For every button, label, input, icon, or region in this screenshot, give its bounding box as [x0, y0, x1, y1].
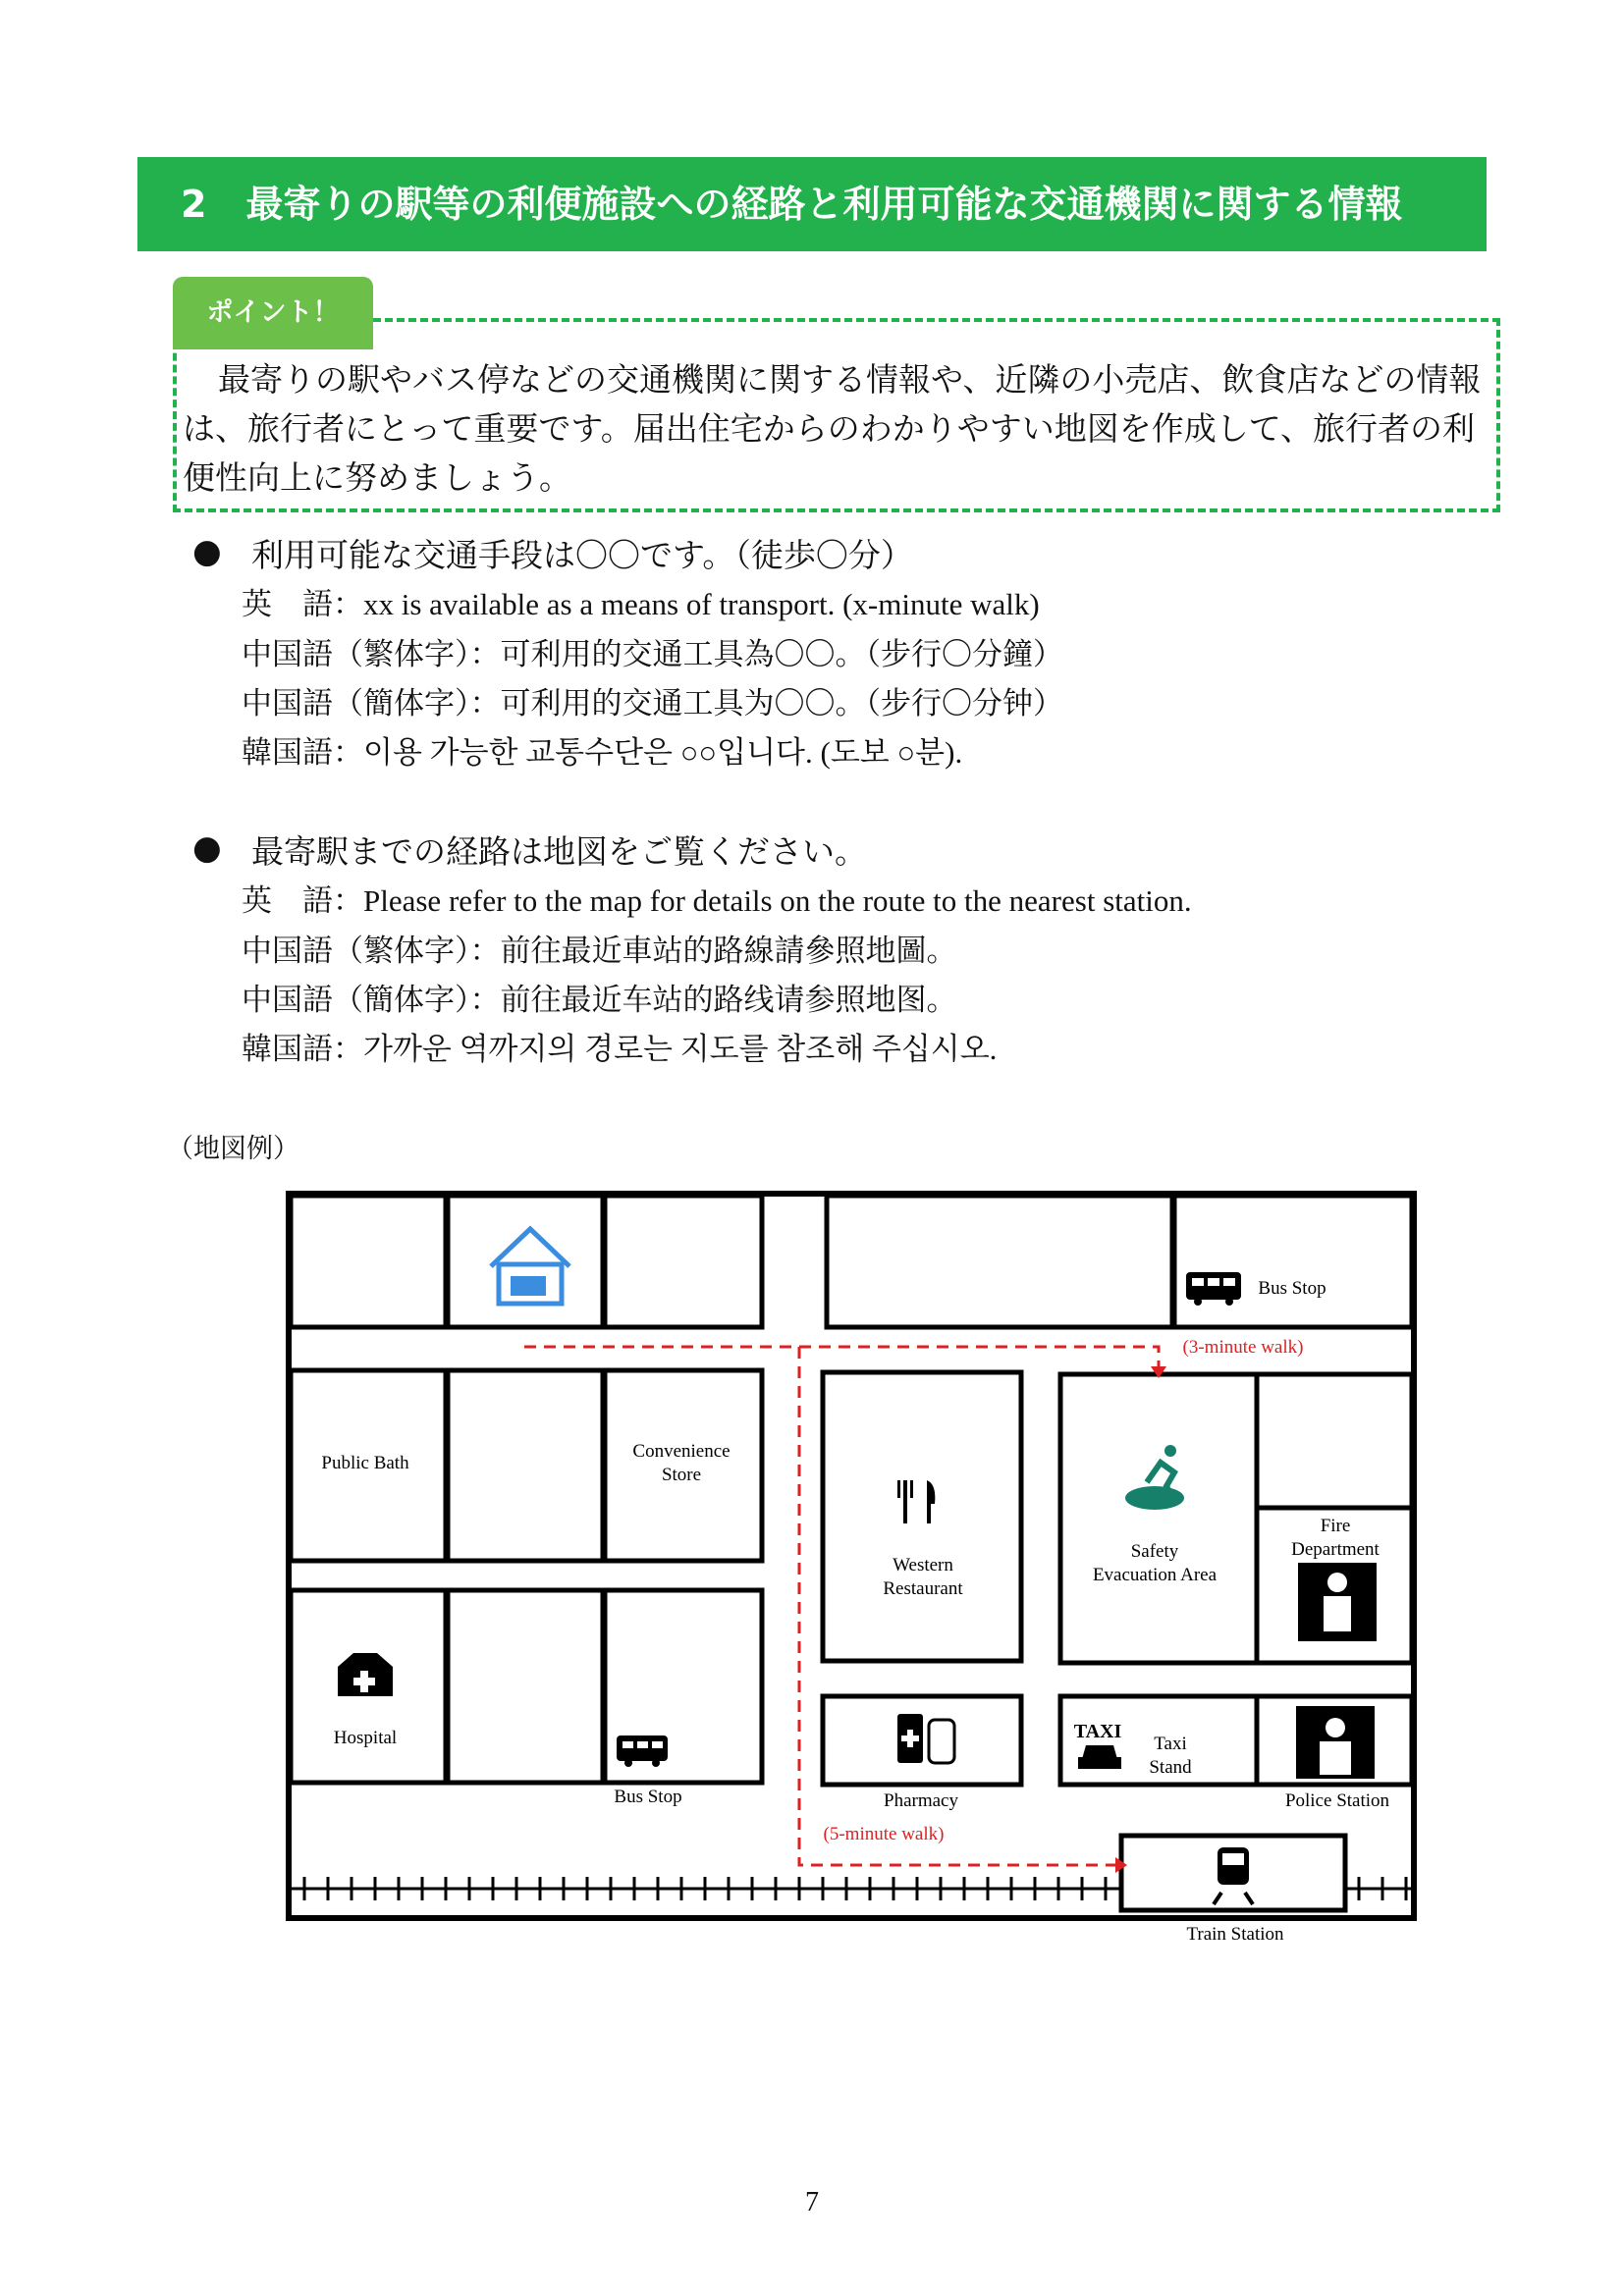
translation-text: 前往最近車站的路線請參照地圖。: [500, 934, 957, 968]
translation-label: 韓国語：: [242, 1032, 363, 1067]
label-safety-evacuation: Safety: [1130, 1541, 1179, 1562]
label-bus-stop: Bus Stop: [614, 1787, 682, 1807]
label-fire-department: Fire: [1320, 1516, 1351, 1536]
map-block: [291, 1196, 446, 1327]
section-title: 最寄りの駅等の利便施設への経路と利用可能な交通機関に関する情報: [245, 183, 1403, 226]
label-public-bath: Public Bath: [321, 1453, 409, 1473]
translation-label: 英 語：: [242, 883, 363, 919]
bullet: ●: [192, 532, 222, 571]
label-convenience-store: Convenience: [632, 1441, 731, 1462]
point-tab: ポイント！: [173, 277, 373, 349]
translation-text: 前往最近车站的路线请参照地图。: [500, 983, 957, 1017]
bus-icon: [1186, 1272, 1241, 1306]
item-heading: 最寄駅までの経路は地図をご覧ください。: [251, 832, 867, 871]
page-number: 7: [805, 2187, 819, 2217]
label-hospital: Hospital: [333, 1728, 398, 1748]
map-block: [605, 1196, 762, 1327]
label-train-station: Train Station: [1186, 1924, 1284, 1945]
lodging-icon: [491, 1229, 569, 1304]
translation-text: 이용 가능한 교통수단은 ○○입니다. (도보 ○분).: [363, 735, 963, 770]
map-caption: （地図例）: [167, 1134, 299, 1164]
taxi-icon: [1078, 1745, 1121, 1769]
translation-label: 中国語（簡体字）：: [242, 983, 501, 1018]
evacuation-icon: [1123, 1441, 1192, 1510]
map-block-safety-evacuation-area: [1060, 1374, 1257, 1663]
translation-text: Please refer to the map for details on the route to the nearest station.: [363, 883, 1192, 918]
label-walk-3: (3-minute walk): [1182, 1337, 1304, 1358]
translation-text: 가까운 역까지의 경로는 지도를 참조해 주십시오.: [363, 1032, 998, 1066]
label-walk-5: (5-minute walk): [823, 1824, 945, 1844]
translation-label: 中国語（繁体字）：: [242, 637, 501, 672]
map-block: [448, 1590, 603, 1783]
translation-text: 可利用的交通工具為〇〇。（步行〇分鐘）: [500, 637, 1063, 671]
translation-label: 韓国語：: [242, 735, 363, 771]
translation-label: 中国語（繁体字）：: [242, 934, 501, 969]
map-frame: [289, 1194, 1414, 1918]
bus-icon: [617, 1735, 668, 1767]
hospital-icon: [338, 1653, 393, 1696]
map-block-bus-stop: [1174, 1196, 1412, 1327]
map-block: [827, 1196, 1172, 1327]
translation-text: xx is available as a means of transport. (x-minute walk): [363, 587, 1040, 621]
label-western-restaurant: Restaurant: [883, 1578, 963, 1599]
section-number: 2: [181, 183, 207, 226]
label-bus-stop: Bus Stop: [1258, 1278, 1326, 1299]
label-western-restaurant: Western: [893, 1555, 953, 1575]
train-icon: [1214, 1847, 1253, 1904]
map-block: [448, 1370, 603, 1561]
label-safety-evacuation: Evacuation Area: [1092, 1565, 1218, 1585]
firefighter-icon: [1298, 1563, 1377, 1641]
label-taxi-stand: Stand: [1149, 1757, 1192, 1778]
label-taxi-sign: TAXI: [1073, 1721, 1122, 1742]
label-fire-department: Department: [1291, 1539, 1380, 1560]
translation-text: 可利用的交通工具为〇〇。（步行〇分钟）: [500, 686, 1063, 721]
label-convenience-store: Store: [661, 1465, 702, 1485]
label-police-station: Police Station: [1284, 1790, 1390, 1811]
bullet: ●: [192, 828, 222, 868]
map-block-western-restaurant: [823, 1372, 1021, 1661]
police-icon: [1296, 1706, 1375, 1779]
map-block-lodging: [448, 1196, 603, 1327]
pharmacy-icon: [897, 1714, 954, 1763]
point-text: 最寄りの駅やバス停などの交通機関に関する情報や、近隣の小売店、飲食店などの情報は、旅行者にとって重要です。届出住宅からのわかりやすい地図を作成して、旅行者の利便性向上に努めましょう。: [183, 360, 1482, 497]
map-block: [1257, 1374, 1412, 1508]
item-heading: 利用可能な交通手段は〇〇です。（徒歩〇分）: [251, 536, 913, 574]
translation-label: 中国語（簡体字）：: [242, 686, 501, 721]
label-pharmacy: Pharmacy: [884, 1790, 958, 1811]
restaurant-icon: [897, 1480, 935, 1523]
translation-label: 英 語：: [242, 587, 363, 622]
label-taxi-stand: Taxi: [1154, 1734, 1187, 1754]
